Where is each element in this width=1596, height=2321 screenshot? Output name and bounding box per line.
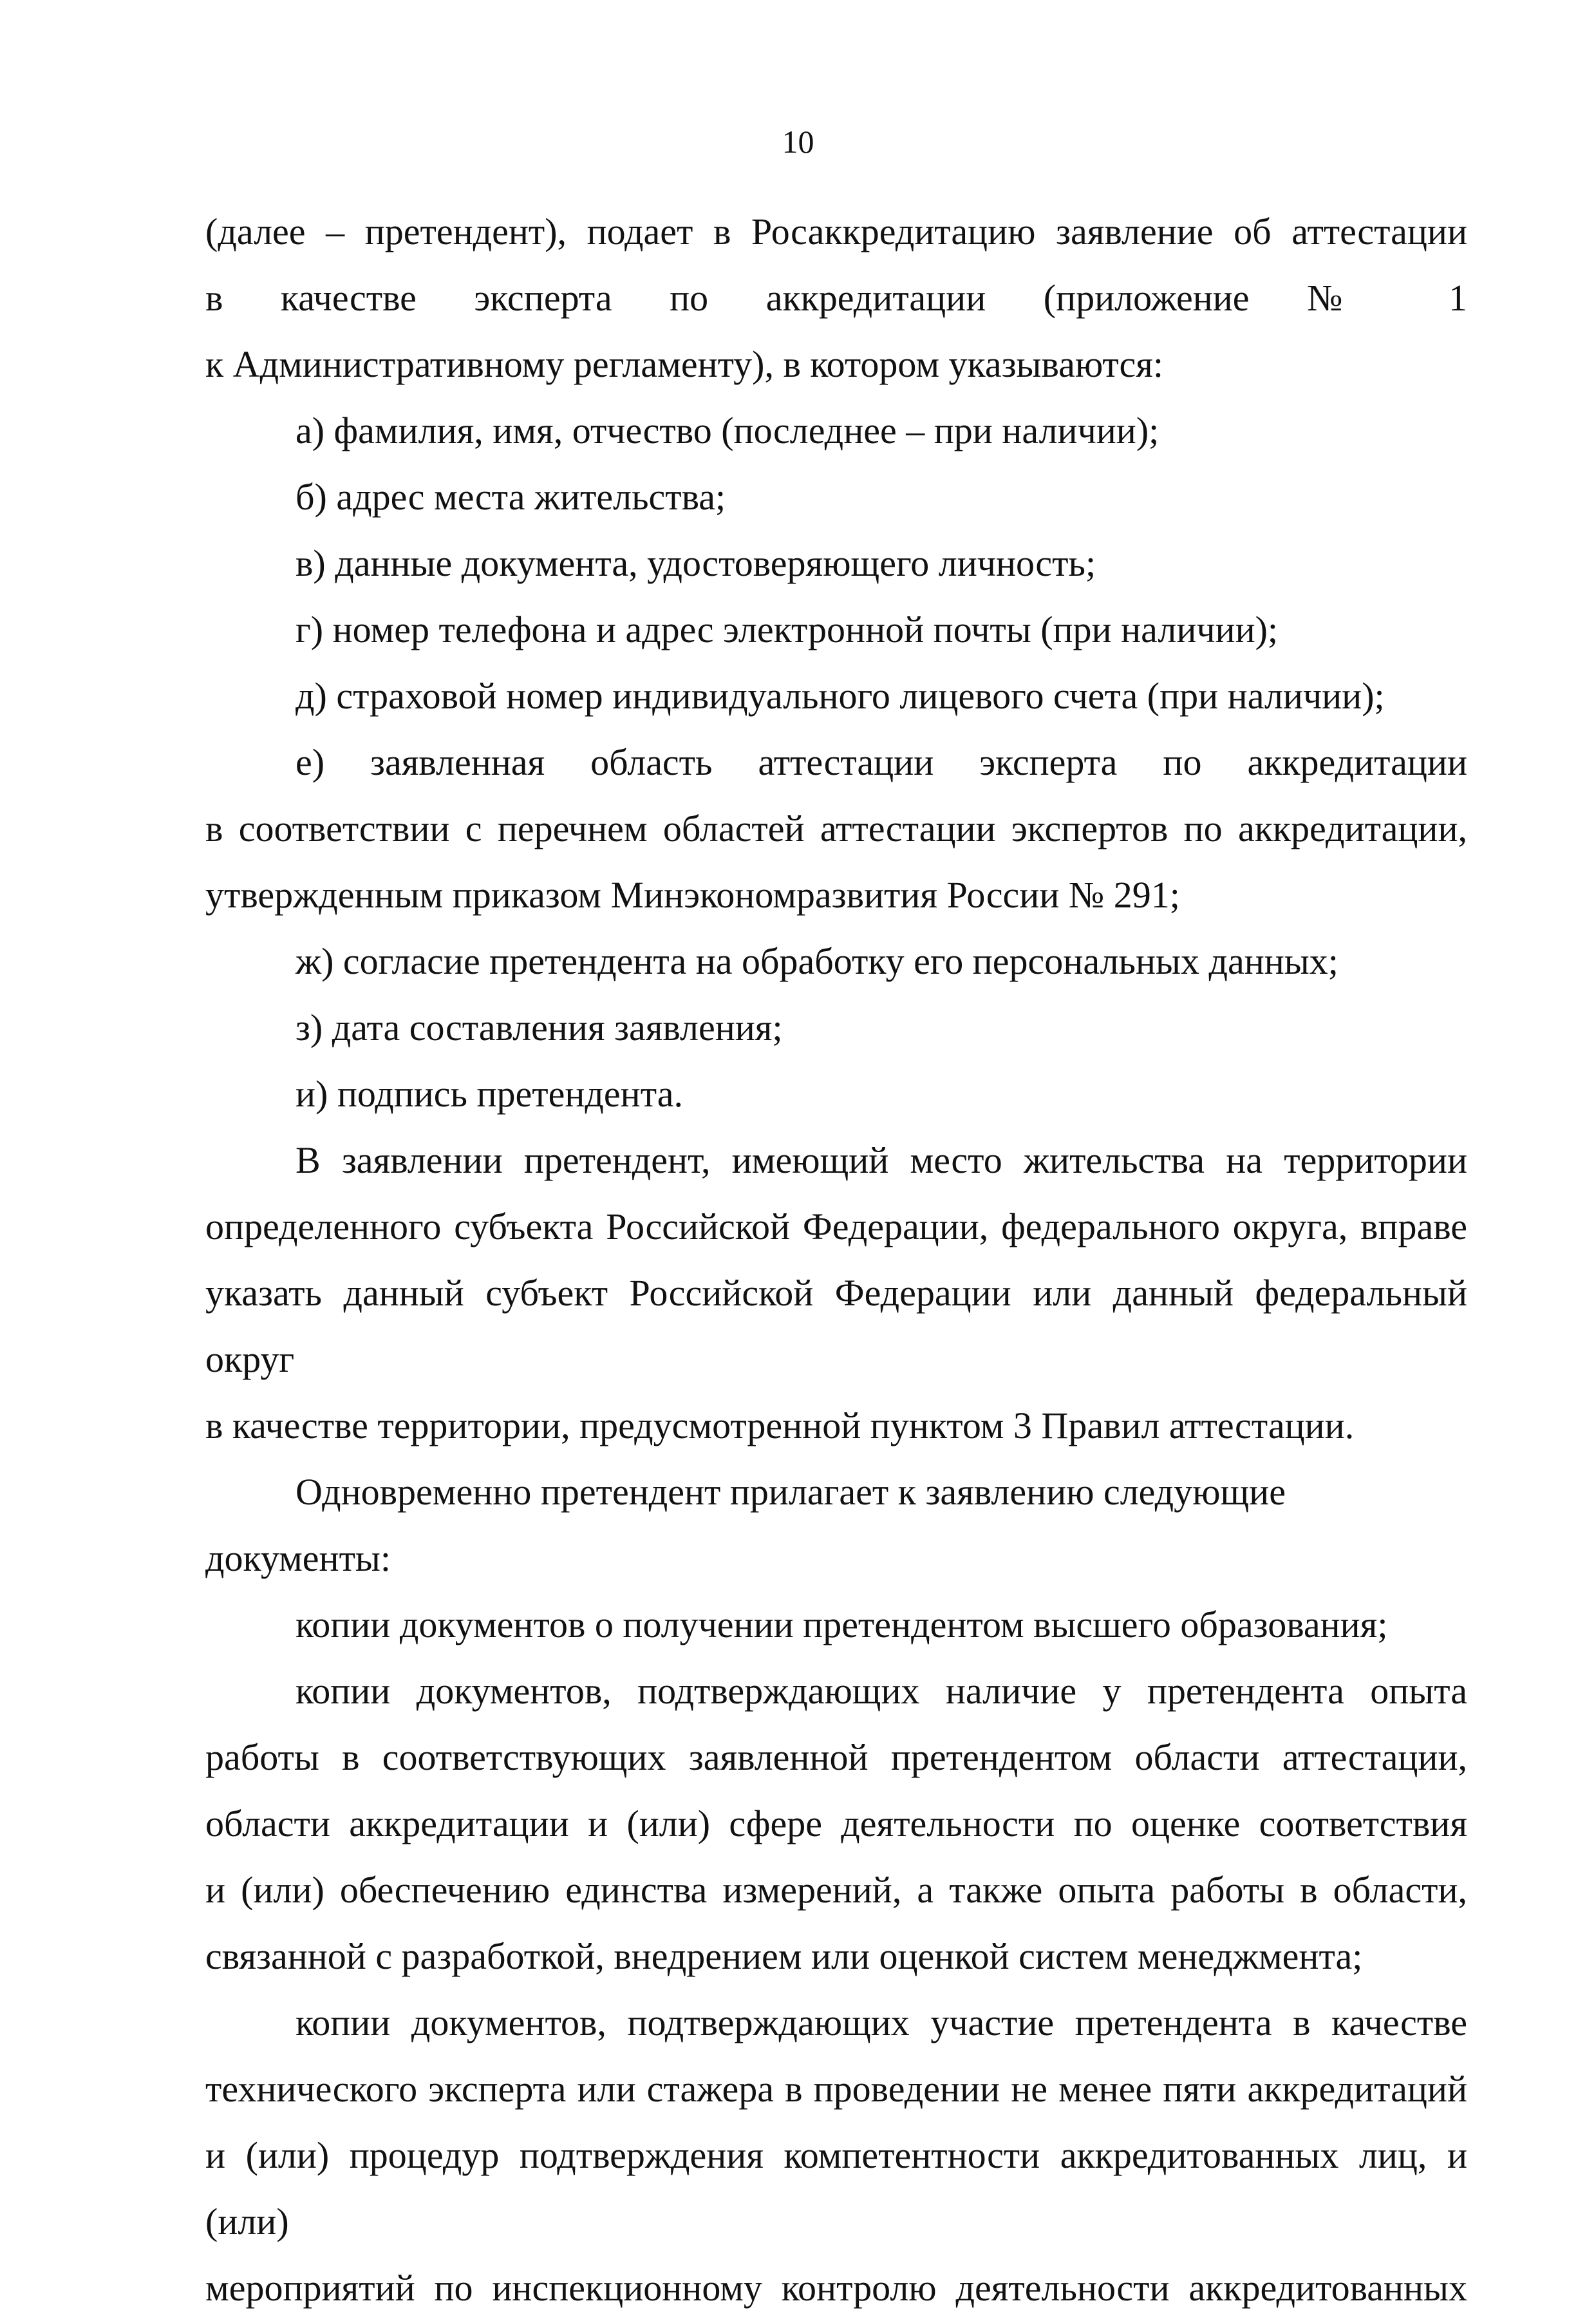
list-item-g: г) номер телефона и адрес электронной почты (при наличии);	[296, 609, 1279, 650]
text-line: области аккредитации и (или) сфере деятельности по оценке соответствия	[205, 1803, 1467, 1844]
text-line: утвержденным приказом Минэкономразвития России № 291;	[205, 874, 1180, 916]
page-number: 10	[782, 124, 814, 160]
list-item-v: в) данные документа, удостоверяющего личность;	[296, 542, 1096, 584]
list-item-d: д) страховой номер индивидуального лицевого счета (при наличии);	[296, 675, 1385, 717]
list-item-a: а) фамилия, имя, отчество (последнее – при наличии);	[296, 410, 1159, 451]
text-line: и (или) процедур подтверждения компетентности аккредитованных лиц, и (или)	[205, 2134, 1467, 2242]
paragraph-start: В заявлении претендент, имеющий место жительства на территории	[296, 1139, 1467, 1181]
list-item-i: и) подпись претендента.	[296, 1073, 684, 1115]
text-line: (далее – претендент), подает в Росаккредитацию заявление об аттестации	[205, 211, 1467, 252]
text-line: определенного субъекта Российской Федерации, федерального округа, вправе	[205, 1206, 1467, 1247]
text-line: и (или) обеспечению единства измерений, а также опыта работы в области,	[205, 1869, 1467, 1911]
text-line: работы в соответствующих заявленной претендентом области аттестации,	[205, 1736, 1467, 1778]
list-item-z: з) дата составления заявления;	[296, 1007, 783, 1048]
text-line: к Административному регламенту), в котором указываются:	[205, 343, 1163, 385]
document-body	[205, 198, 1467, 2321]
list-item-zh: ж) согласие претендента на обработку его персональных данных;	[296, 940, 1338, 982]
paragraph-start: копии документов, подтверждающих наличие у претендента опыта	[296, 1670, 1467, 1712]
text-line: в соответствии с перечнем областей аттестации экспертов по аккредитации,	[205, 808, 1467, 849]
list-item-b: б) адрес места жительства;	[296, 476, 726, 518]
text-line: в качестве территории, предусмотренной пунктом 3 Правил аттестации.	[205, 1405, 1355, 1446]
text-line: в качестве эксперта по аккредитации (приложение № 1	[205, 277, 1467, 319]
paragraph-start: копии документов, подтверждающих участие претендента в качестве	[296, 2002, 1467, 2043]
paragraph-start: Одновременно претендент прилагает к заявлению следующие документы:	[205, 1471, 1286, 1579]
text-line: указать данный субъект Российской Федерации или данный федеральный округ	[205, 1272, 1467, 1380]
text-line: технического эксперта или стажера в проведении не менее пяти аккредитаций	[205, 2068, 1467, 2110]
paragraph-start: копии документов о получении претендентом высшего образования;	[296, 1604, 1388, 1645]
text-line: мероприятий по инспекционному контролю деятельности аккредитованных	[205, 2267, 1467, 2309]
list-item-e: е) заявленная область аттестации эксперта по аккредитации	[296, 741, 1467, 783]
text-line: связанной с разработкой, внедрением или оценкой систем менеджмента;	[205, 1935, 1363, 1977]
